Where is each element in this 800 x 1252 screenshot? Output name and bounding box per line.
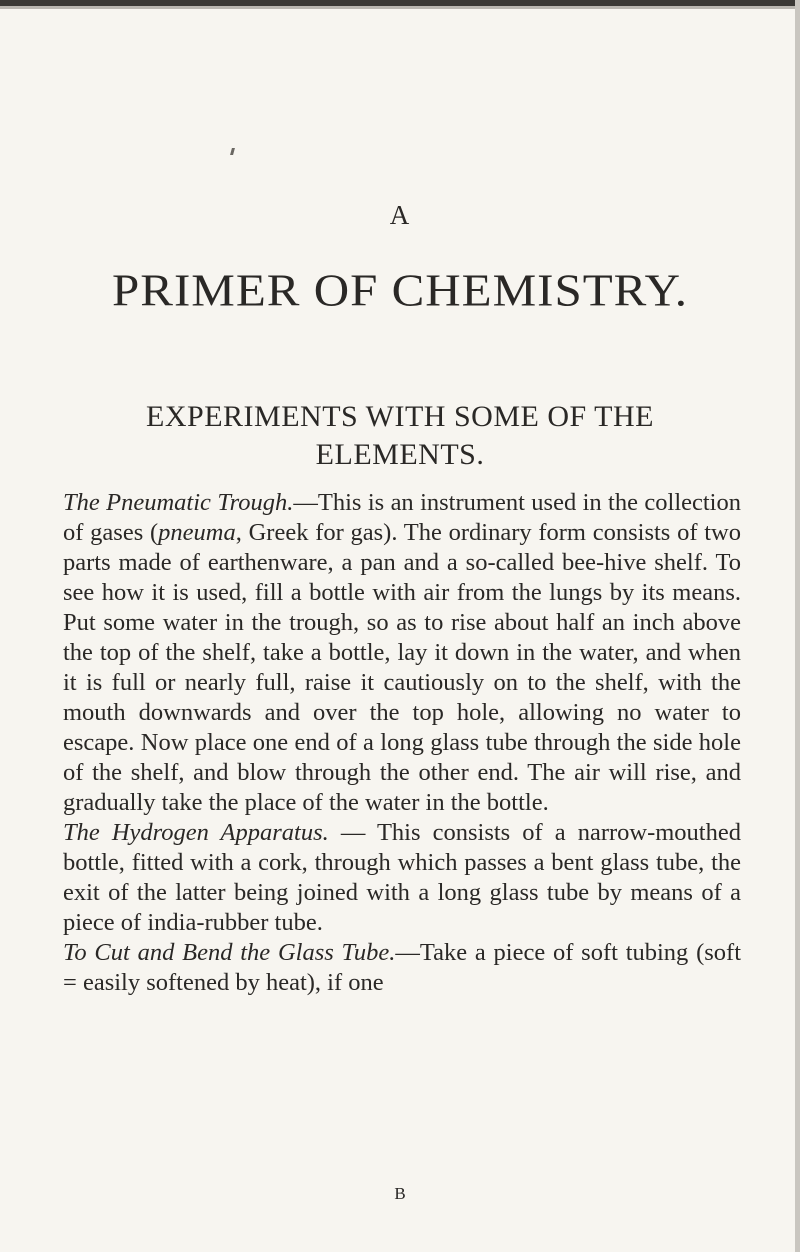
- ink-speck: [230, 148, 235, 155]
- paragraph-italic-term: pneuma: [158, 519, 236, 546]
- page-top-edge-shadow: [0, 6, 800, 9]
- section-heading: [60, 398, 740, 474]
- signature-mark: B: [394, 1184, 406, 1203]
- paragraph-text: , Greek for gas). The ordinary form consists of two parts made of earthenware, a pan and a so-called bee-hive shelf. To see how it is used, fill a bottle with air from the lungs by its means. Put some water in the trough, so as to rise about half an inch above the top of the shelf, take a bottle, lay it down in the water, and when it is full or nearly full, raise it cautiously on to the shelf, with the mouth downwards and over the top hole, allowing no water to escape. Now place one end of a long glass tube through the side hole of the shelf, and blow through the other end. The air will rise, and gradually take the place of the water in the bottle.: [63, 519, 741, 816]
- page-right-edge: [795, 0, 800, 1252]
- paragraph-heading: The Pneumatic Trough.: [63, 489, 294, 516]
- title-article: A: [389, 200, 411, 230]
- book-title: PRIMER OF CHEMISTRY.: [112, 265, 688, 316]
- body-text: [63, 488, 741, 998]
- section-heading-line-2: ELEMENTS.: [315, 438, 485, 471]
- paragraph-text: — This consists of a narrow-mouthed bottle, fitted with a cork, through which passes a bent glass tube, the exit of the latter being joined with a long glass tube by means of a piece of india-rubber tube.: [63, 819, 741, 936]
- paragraph-heading: The Hydrogen Apparatus.: [63, 819, 329, 846]
- paragraph-heading: To Cut and Bend the Glass Tube.: [63, 939, 396, 966]
- section-heading-line-1: EXPERIMENTS WITH SOME OF THE: [146, 400, 654, 433]
- paragraph-hydrogen-apparatus: [63, 818, 741, 938]
- paragraph-text: —This is an instrument used in the collection of gases (: [63, 489, 741, 546]
- paragraph-text: —Take a piece of soft tubing (soft = easily softened by heat), if one: [63, 939, 741, 996]
- paragraph-cut-and-bend: [63, 938, 741, 998]
- paragraph-pneumatic-trough: [63, 488, 741, 818]
